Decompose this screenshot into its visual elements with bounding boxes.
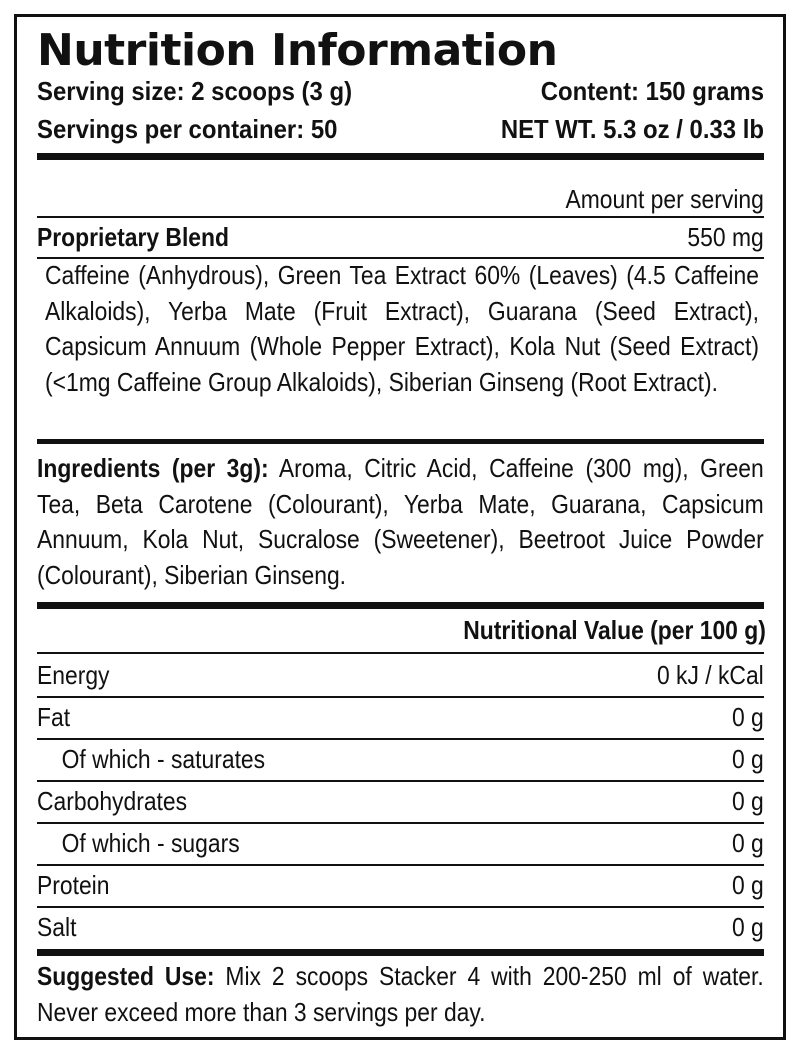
nutrient-value: 0 g — [731, 786, 764, 816]
nutrition-row — [37, 867, 764, 903]
ingredients-label: Ingredients (per 3g): — [37, 453, 269, 483]
content-amount: Content: 150 grams — [540, 76, 765, 106]
proprietary-blend-name: Proprietary Blend — [37, 222, 229, 252]
label-title: Nutrition Information — [37, 25, 558, 76]
divider — [37, 864, 764, 866]
nutrition-row — [37, 657, 764, 693]
nutrient-name: Of which - saturates — [61, 744, 266, 774]
nutrient-name: Energy — [37, 660, 110, 690]
nutrient-name: Fat — [37, 702, 71, 732]
proprietary-blend-amount: 550 mg — [687, 222, 764, 252]
ingredients-text: Aroma, Citric Acid, Caffeine (300 mg), Green Tea, Beta Carotene (Colourant), Yerba Mate, Guarana, Capsicum Annuum, Kola Nut, Sucralose (Sweetener), Beetroot Juice Powder (Colourant), Siberian Ginseng. — [37, 453, 764, 591]
proprietary-blend-row — [37, 219, 764, 255]
divider — [37, 652, 764, 654]
divider — [37, 906, 764, 908]
divider — [37, 696, 764, 698]
nutrition-row — [37, 825, 764, 861]
nutrient-value: 0 g — [731, 828, 764, 858]
serving-size: Serving size: 2 scoops (3 g) — [37, 76, 353, 106]
divider — [37, 738, 764, 740]
nutrient-name: Of which - sugars — [61, 828, 240, 858]
ingredients-paragraph — [37, 451, 764, 594]
thick-divider — [37, 949, 764, 956]
nutrient-name: Protein — [37, 870, 110, 900]
suggested-use-paragraph — [37, 959, 764, 1030]
nutrition-row — [37, 783, 764, 819]
divider — [37, 780, 764, 782]
thick-divider — [37, 439, 764, 444]
divider — [37, 216, 764, 218]
nutrient-value: 0 g — [731, 744, 764, 774]
nutrient-name: Salt — [37, 912, 77, 942]
amount-per-serving-header: Amount per serving — [565, 184, 764, 214]
thick-divider — [37, 602, 764, 609]
nutrition-row — [37, 909, 764, 945]
suggested-use-text: Mix 2 scoops Stacker 4 with 200-250 ml of water. Never exceed more than 3 servings per day. — [37, 961, 764, 1027]
nutrient-value: 0 kJ / kCal — [656, 660, 764, 690]
thick-divider — [37, 153, 764, 160]
nutrient-value: 0 g — [731, 870, 764, 900]
label-content — [37, 17, 764, 1037]
net-weight: NET WT. 5.3 oz / 0.33 lb — [500, 114, 765, 144]
suggested-use-label: Suggested Use: — [37, 961, 215, 991]
servings-row — [37, 113, 764, 145]
nutrient-name: Carbohydrates — [37, 786, 188, 816]
nutrition-row — [37, 699, 764, 735]
divider — [37, 822, 764, 824]
servings-per-container: Servings per container: 50 — [37, 114, 338, 144]
nutrition-label — [14, 14, 786, 1040]
nutritional-value-header: Nutritional Value (per 100 g) — [463, 615, 766, 645]
nutrient-value: 0 g — [731, 912, 764, 942]
nutrient-value: 0 g — [731, 702, 764, 732]
serving-info-row — [37, 75, 764, 107]
nutrition-row — [37, 741, 764, 777]
blend-components: Caffeine (Anhydrous), Green Tea Extract 60% (Leaves) (4.5 Caffeine Alkaloids), Yerba Mate (Fruit Extract), Guarana (Seed Extract), Capsicum Annuum (Whole Pepper Extract), Kola Nut (Seed Extract) (<1mg Caffeine Group Alkaloids), Siberian Ginseng (Root Extract). — [45, 260, 759, 398]
